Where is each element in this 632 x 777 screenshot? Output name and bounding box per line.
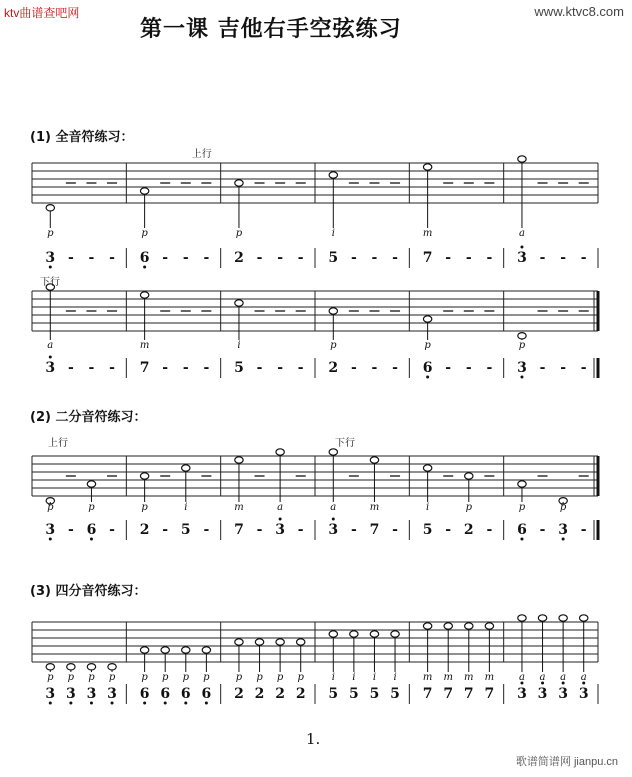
note-head — [538, 615, 546, 621]
note-head — [423, 465, 431, 471]
jianpu-note: 2 — [463, 522, 474, 538]
fingering-label: m — [234, 502, 244, 513]
jianpu-dash: - — [67, 522, 74, 538]
jianpu-dash: - — [182, 250, 189, 266]
note-head — [235, 639, 243, 645]
fingering-label: p — [88, 502, 95, 513]
jianpu-note: 3 — [537, 686, 548, 702]
note-head — [140, 292, 148, 298]
page-number: 1. — [306, 730, 321, 748]
fingering-label: p — [297, 672, 304, 683]
note-head — [518, 615, 526, 621]
jianpu-note: 3 — [517, 360, 527, 376]
jianpu-dash: - — [539, 360, 546, 376]
jianpu-dash: - — [88, 360, 95, 376]
jianpu-note: 5 — [422, 522, 433, 538]
octave-dot-low — [90, 702, 93, 705]
jianpu-note: 3 — [45, 360, 56, 376]
note-head — [423, 316, 431, 322]
note-head — [235, 300, 243, 306]
jianpu-dash: - — [560, 360, 567, 376]
jianpu-note: 5 — [390, 686, 400, 702]
direction-annotation: 上行 — [191, 149, 212, 160]
fingering-label: p — [108, 672, 116, 683]
octave-dot-low — [426, 376, 429, 379]
fingering-label: i — [372, 672, 377, 683]
fingering-label: p — [47, 502, 54, 513]
octave-dot-low — [143, 702, 146, 705]
fingering-label: p — [203, 672, 210, 683]
fingering-label: p — [235, 672, 243, 683]
jianpu-dash: - — [465, 360, 472, 376]
note-head — [329, 308, 337, 314]
octave-dot-low — [49, 538, 52, 541]
note-head — [255, 639, 263, 645]
jianpu-note: 3 — [275, 522, 285, 538]
jianpu-dash: - — [350, 360, 357, 376]
jianpu-dash: - — [256, 360, 263, 376]
octave-dot-low — [49, 702, 52, 705]
fingering-label: p — [67, 672, 75, 683]
note-head — [329, 172, 337, 178]
fingering-label: i — [393, 672, 397, 683]
jianpu-note: 2 — [234, 686, 244, 702]
jianpu-note: 2 — [234, 250, 244, 266]
octave-dot-high — [332, 518, 335, 521]
note-head — [140, 188, 148, 194]
jianpu-dash: - — [67, 360, 74, 376]
fingering-label: i — [184, 502, 188, 513]
note-head — [580, 615, 588, 621]
section-label-half-notes: (2) 二分音符练习： — [30, 410, 147, 425]
fingering-label: m — [464, 672, 474, 683]
jianpu-note: 2 — [295, 686, 306, 702]
watermark-top-right: www.ktvc8.com — [534, 4, 624, 19]
jianpu-dash: - — [297, 522, 304, 538]
note-head — [161, 647, 169, 653]
note-head — [485, 623, 493, 629]
note-head — [465, 473, 473, 479]
fingering-label: a — [47, 340, 54, 351]
direction-annotation: 下行 — [40, 277, 60, 288]
fingering-label: p — [559, 502, 567, 513]
jianpu-dash: - — [560, 250, 567, 266]
jianpu-note: 3 — [578, 686, 589, 702]
jianpu-note: 3 — [107, 686, 117, 702]
direction-annotation: 下行 — [335, 438, 355, 449]
jianpu-dash: - — [350, 250, 357, 266]
octave-dot-low — [49, 266, 52, 269]
note-head — [46, 664, 54, 670]
jianpu-note: 6 — [86, 522, 97, 538]
octave-dot-low — [90, 538, 93, 541]
jianpu-note: 5 — [328, 686, 339, 702]
fingering-label: i — [426, 502, 430, 513]
note-head — [67, 664, 75, 670]
jianpu-dash: - — [256, 522, 263, 538]
note-head — [518, 156, 526, 162]
jianpu-note: 3 — [66, 686, 76, 702]
note-head — [182, 465, 190, 471]
jianpu-note: 3 — [86, 686, 97, 702]
fingering-label: a — [560, 672, 567, 683]
jianpu-note: 6 — [139, 686, 150, 702]
octave-dot-high — [520, 246, 523, 249]
jianpu-note: 2 — [328, 360, 339, 376]
note-head — [350, 631, 358, 637]
note-head — [297, 639, 305, 645]
note-head — [423, 623, 431, 629]
fingering-label: p — [465, 502, 472, 513]
fingering-label: a — [539, 672, 546, 683]
octave-dot-low — [520, 376, 523, 379]
jianpu-note: 7 — [463, 686, 474, 702]
octave-dot-high — [279, 518, 282, 521]
note-head — [235, 180, 243, 186]
fingering-label: m — [484, 672, 495, 683]
jianpu-note: 3 — [45, 686, 56, 702]
jianpu-dash: - — [539, 522, 546, 538]
jianpu-note: 2 — [139, 522, 150, 538]
fingering-label: i — [331, 672, 335, 683]
jianpu-dash: - — [371, 360, 378, 376]
fingering-label: p — [182, 672, 189, 683]
fingering-label: m — [422, 228, 433, 239]
jianpu-note: 5 — [234, 360, 244, 376]
note-head — [423, 164, 431, 170]
fingering-label: p — [330, 340, 337, 351]
note-head — [329, 631, 337, 637]
jianpu-dash: - — [162, 522, 169, 538]
jianpu-dash: - — [350, 522, 357, 538]
fingering-label: a — [518, 672, 525, 683]
fingering-label: p — [141, 502, 148, 513]
jianpu-note: 6 — [517, 522, 527, 538]
jianpu-dash: - — [392, 250, 398, 266]
note-head — [87, 664, 95, 670]
jianpu-dash: - — [109, 522, 115, 538]
fingering-label: p — [276, 672, 284, 683]
jianpu-note: 7 — [422, 686, 433, 702]
note-head — [559, 615, 567, 621]
watermark-bottom-right: 歌谱简谱网 jianpu.cn — [515, 756, 618, 768]
watermark-top-left: ktv曲谱查吧网 — [4, 6, 80, 20]
jianpu-dash: - — [580, 360, 587, 376]
note-head — [370, 457, 378, 463]
jianpu-dash: - — [162, 250, 169, 266]
jianpu-note: 3 — [558, 686, 568, 702]
jianpu-dash: - — [486, 522, 493, 538]
jianpu-dash: - — [580, 250, 587, 266]
jianpu-dash: - — [88, 250, 95, 266]
jianpu-dash: - — [182, 360, 189, 376]
jianpu-note: 3 — [558, 522, 568, 538]
lesson-title: 第一课 吉他右手空弦练习 — [140, 16, 402, 42]
jianpu-note: 7 — [139, 360, 150, 376]
jianpu-note: 5 — [369, 686, 380, 702]
fingering-label: p — [518, 340, 526, 351]
jianpu-dash: - — [580, 522, 587, 538]
jianpu-dash: - — [203, 360, 210, 376]
note-head — [465, 623, 473, 629]
jianpu-dash: - — [67, 250, 74, 266]
jianpu-dash: - — [445, 522, 452, 538]
note-head — [276, 639, 284, 645]
note-head — [182, 647, 190, 653]
jianpu-dash: - — [371, 250, 378, 266]
fingering-label: i — [331, 228, 335, 239]
note-head — [87, 481, 95, 487]
jianpu-dash: - — [109, 250, 115, 266]
jianpu-note: 3 — [517, 686, 527, 702]
note-head — [518, 333, 526, 339]
jianpu-dash: - — [297, 360, 304, 376]
jianpu-note: 7 — [422, 250, 433, 266]
fingering-label: p — [235, 228, 243, 239]
fingering-label: p — [47, 672, 54, 683]
fingering-label: p — [256, 672, 263, 683]
jianpu-note: 6 — [201, 686, 212, 702]
octave-dot-low — [184, 702, 187, 705]
fingering-label: p — [47, 228, 54, 239]
fingering-label: a — [518, 228, 525, 239]
note-head — [518, 481, 526, 487]
jianpu-dash: - — [465, 250, 472, 266]
jianpu-dash: - — [297, 250, 304, 266]
fingering-label: p — [88, 672, 95, 683]
jianpu-note: 2 — [254, 686, 265, 702]
jianpu-note: 3 — [328, 522, 339, 538]
octave-dot-low — [143, 266, 146, 269]
jianpu-note: 3 — [45, 522, 56, 538]
note-head — [370, 631, 378, 637]
note-head — [140, 647, 148, 653]
fingering-label: a — [580, 672, 587, 683]
fingering-label: p — [141, 672, 148, 683]
fingering-label: m — [443, 672, 453, 683]
jianpu-note: 7 — [369, 522, 380, 538]
jianpu-dash: - — [486, 250, 493, 266]
jianpu-note: 6 — [422, 360, 433, 376]
jianpu-dash: - — [203, 250, 210, 266]
note-head — [140, 473, 148, 479]
fingering-label: m — [422, 672, 433, 683]
jianpu-note: 6 — [180, 686, 191, 702]
jianpu-dash: - — [539, 250, 546, 266]
octave-dot-low — [520, 538, 523, 541]
fingering-label: a — [330, 502, 337, 513]
fingering-label: i — [352, 672, 356, 683]
jianpu-note: 2 — [275, 686, 285, 702]
fingering-label: m — [369, 502, 380, 513]
note-head — [202, 647, 210, 653]
jianpu-note: 6 — [139, 250, 150, 266]
jianpu-note: 3 — [45, 250, 56, 266]
jianpu-dash: - — [445, 250, 452, 266]
fingering-label: i — [237, 340, 241, 351]
section-label-quarter-notes: (3) 四分音符练习： — [30, 584, 147, 599]
jianpu-dash: - — [392, 522, 398, 538]
jianpu-note: 7 — [484, 686, 495, 702]
note-head — [276, 449, 284, 455]
jianpu-note: 5 — [349, 686, 359, 702]
octave-dot-low — [111, 702, 114, 705]
fingering-label: a — [277, 502, 284, 513]
fingering-label: p — [424, 340, 431, 351]
note-head — [46, 205, 54, 211]
jianpu-dash: - — [256, 250, 263, 266]
note-head — [391, 631, 399, 637]
jianpu-note: 5 — [328, 250, 339, 266]
fingering-label: p — [141, 228, 148, 239]
note-head — [444, 623, 452, 629]
octave-dot-low — [69, 702, 72, 705]
octave-dot-low — [205, 702, 208, 705]
note-head — [108, 664, 116, 670]
section-label-whole-notes: (1) 全音符练习： — [30, 130, 134, 145]
jianpu-dash: - — [277, 250, 284, 266]
octave-dot-low — [164, 702, 167, 705]
jianpu-dash: - — [203, 522, 210, 538]
jianpu-note: 7 — [234, 522, 244, 538]
jianpu-dash: - — [162, 360, 169, 376]
fingering-label: p — [518, 502, 526, 513]
octave-dot-low — [562, 538, 565, 541]
jianpu-note: 6 — [160, 686, 171, 702]
direction-annotation: 上行 — [48, 438, 68, 449]
octave-dot-high — [49, 356, 52, 359]
jianpu-dash: - — [486, 360, 493, 376]
jianpu-note: 3 — [517, 250, 527, 266]
jianpu-dash: - — [445, 360, 452, 376]
note-head — [329, 449, 337, 455]
jianpu-dash: - — [109, 360, 115, 376]
jianpu-note: 5 — [180, 522, 191, 538]
jianpu-note: 7 — [443, 686, 454, 702]
fingering-label: p — [162, 672, 169, 683]
fingering-label: m — [139, 340, 150, 351]
jianpu-dash: - — [392, 360, 398, 376]
jianpu-dash: - — [277, 360, 284, 376]
note-head — [235, 457, 243, 463]
